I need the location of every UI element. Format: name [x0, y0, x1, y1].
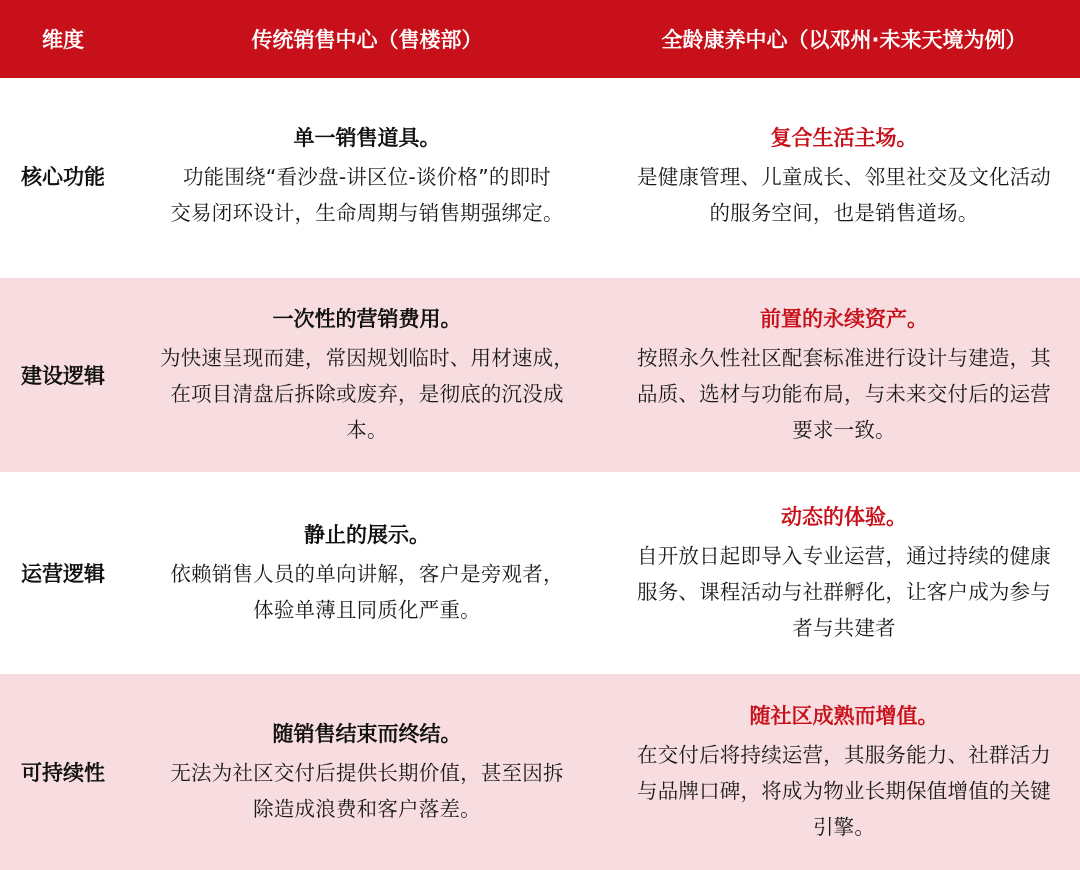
wellness-title: 随社区成熟而增值。 [749, 704, 939, 728]
wellness-line: 的服务空间，也是销售道场。 [709, 201, 979, 225]
traditional-line: 交易闭环设计，生命周期与销售期强绑定。 [170, 201, 564, 225]
traditional-title: 随销售结束而终结。 [272, 722, 462, 746]
wellness-line: 引擎。 [812, 815, 876, 839]
table-row [0, 78, 1080, 274]
header-wellness: 全龄康养中心（以邓州·未来天境为例） [661, 28, 1027, 52]
traditional-cell [126, 278, 608, 472]
dimension-label: 可持续性 [21, 761, 105, 785]
traditional-line: 无法为社区交付后提供长期价值，甚至因拆 [170, 761, 564, 785]
wellness-title: 动态的体验。 [781, 505, 907, 529]
wellness-line: 服务、课程活动与社群孵化，让客户成为参与 [637, 580, 1051, 604]
wellness-title: 复合生活主场。 [770, 126, 918, 150]
wellness-line: 要求一致。 [792, 418, 896, 442]
wellness-cell [608, 278, 1080, 472]
dimension-label: 建设逻辑 [21, 364, 105, 388]
wellness-cell [608, 476, 1080, 670]
traditional-line: 除造成浪费和客户落差。 [253, 797, 481, 821]
traditional-title: 静止的展示。 [304, 523, 430, 547]
wellness-line: 品质、选材与功能布局，与未来交付后的运营 [637, 382, 1051, 406]
header-dimension: 维度 [42, 28, 84, 52]
wellness-line: 者与共建者 [792, 616, 896, 640]
traditional-title: 单一销售道具。 [293, 126, 441, 150]
table-header [0, 0, 1080, 78]
table-row [0, 476, 1080, 670]
traditional-line: 在项目清盘后拆除或废弃，是彻底的沉没成 [170, 382, 564, 406]
traditional-line: 依赖销售人员的单向讲解，客户是旁观者， [170, 562, 564, 586]
table-row [0, 674, 1080, 870]
wellness-cell [608, 674, 1080, 870]
wellness-line: 自开放日起即导入专业运营，通过持续的健康 [637, 544, 1051, 568]
wellness-line: 按照永久性社区配套标准进行设计与建造，其 [637, 346, 1051, 370]
traditional-cell [126, 476, 608, 670]
header-traditional: 传统销售中心（售楼部） [251, 28, 483, 52]
wellness-line: 与品牌口碑，将成为物业长期保值增值的关键 [637, 779, 1051, 803]
traditional-line: 功能围绕“看沙盘-讲区位-谈价格”的即时 [182, 165, 552, 189]
traditional-line: 本。 [346, 418, 388, 442]
wellness-title: 前置的永续资产。 [760, 307, 928, 331]
traditional-title: 一次性的营销费用。 [272, 307, 462, 331]
traditional-line: 体验单薄且同质化严重。 [253, 598, 481, 622]
table-row [0, 278, 1080, 472]
traditional-cell [126, 674, 608, 870]
dimension-label: 运营逻辑 [21, 562, 105, 586]
wellness-line: 在交付后将持续运营，其服务能力、社群活力 [637, 743, 1051, 767]
dimension-label: 核心功能 [21, 165, 105, 189]
wellness-cell [608, 78, 1080, 274]
traditional-cell [126, 78, 608, 274]
wellness-line: 是健康管理、儿童成长、邻里社交及文化活动 [637, 165, 1051, 189]
traditional-line: 为快速呈现而建，常因规划临时、用材速成， [160, 346, 574, 370]
